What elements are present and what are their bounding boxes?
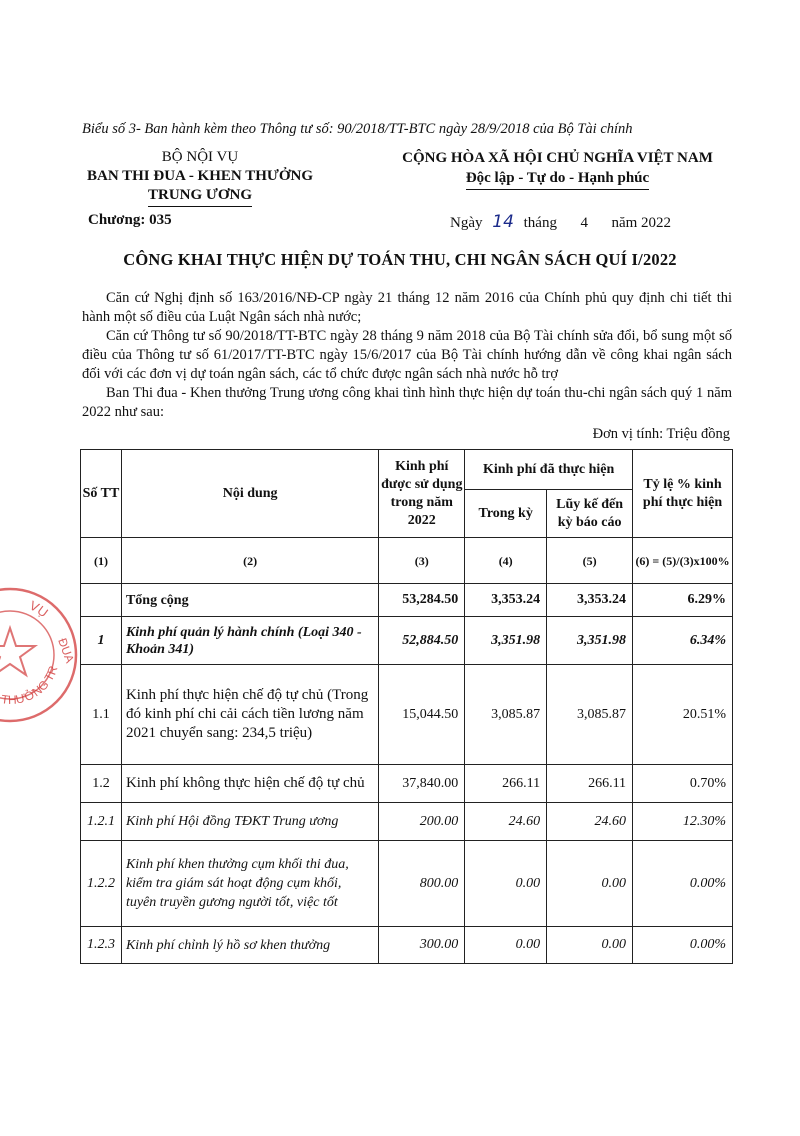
row-content: Tổng cộng <box>121 584 378 617</box>
date-day-handwritten: 14 <box>492 212 514 232</box>
unit-note: Đơn vị tính: Triệu đồng <box>592 426 730 442</box>
row-ratio: 0.00% <box>633 841 733 927</box>
document-title: CÔNG KHAI THỰC HIỆN DỰ TOÁN THU, CHI NGÂN SÁCH QUÍ I/2022 <box>123 250 677 269</box>
paragraph-announcement: Ban Thi đua - Khen thưởng Trung ương công khai tình hình thực hiện dự toán thu-chi ngân sách quý 1 năm 2022 như sau: <box>82 385 732 420</box>
paragraph-legal-basis-2: Căn cứ Thông tư số 90/2018/TT-BTC ngày 28 tháng 9 năm 2018 của Bộ Tài chính sửa đổi, bổ sung một số điều của Thông tư số 61/2017/TT-BTC ngày 15/6/2017 của Bộ Tài chính hướng dẫn về công khai ngân sách đối với các đơn vị dự toán ngân sách, các tổ chức được ngân sách nhà nước hỗ trợ <box>82 328 732 382</box>
date-month: 4 <box>580 215 588 231</box>
form-note: Biểu số 3- Ban hành kèm theo Thông tư số: 90/2018/TT-BTC ngày 28/9/2018 của Bộ Tài chính <box>82 121 633 137</box>
row-in-period: 3,353.24 <box>465 584 547 617</box>
row-cumulative: 266.11 <box>547 765 633 803</box>
row-cumulative: 0.00 <box>547 841 633 927</box>
row-in-period: 266.11 <box>465 765 547 803</box>
row-ratio: 6.29% <box>633 584 733 617</box>
row-in-period: 3,351.98 <box>465 617 547 665</box>
row-cumulative: 3,351.98 <box>547 617 633 665</box>
row-in-period: 0.00 <box>465 841 547 927</box>
col-number: (2) <box>121 538 378 584</box>
row-allocated: 800.00 <box>379 841 465 927</box>
issuing-agency-header <box>70 148 330 207</box>
header-stt: Số TT <box>81 450 122 538</box>
header-executed-group: Kinh phí đã thực hiện <box>465 450 633 490</box>
row-cumulative: 3,085.87 <box>547 665 633 765</box>
row-allocated: 37,840.00 <box>379 765 465 803</box>
table-row <box>81 665 733 765</box>
table-header-row <box>81 450 733 490</box>
row-allocated: 300.00 <box>379 927 465 964</box>
row-cumulative: 0.00 <box>547 927 633 964</box>
table-column-number-row <box>81 538 733 584</box>
date-year: năm 2022 <box>611 215 672 231</box>
row-ratio: 0.70% <box>633 765 733 803</box>
row-ratio: 0.00% <box>633 927 733 964</box>
header-content: Nội dung <box>121 450 378 538</box>
row-cumulative: 24.60 <box>547 803 633 841</box>
table-row <box>81 927 733 964</box>
row-content: Kinh phí Hội đồng TĐKT Trung ương <box>121 803 378 841</box>
row-allocated: 52,884.50 <box>379 617 465 665</box>
country-name: CỘNG HÒA XÃ HỘI CHỦ NGHĨA VIỆT NAM <box>402 150 713 166</box>
row-allocated: 15,044.50 <box>379 665 465 765</box>
table-row <box>81 765 733 803</box>
table-row <box>81 803 733 841</box>
date-prefix: Ngày <box>450 215 483 231</box>
row-ratio: 12.30% <box>633 803 733 841</box>
row-stt <box>81 584 122 617</box>
row-ratio: 20.51% <box>633 665 733 765</box>
col-number: (6) = (5)/(3)x100% <box>633 538 733 584</box>
row-in-period: 24.60 <box>465 803 547 841</box>
row-stt: 1.2 <box>81 765 122 803</box>
chapter-code: Chương: 035 <box>88 212 172 228</box>
row-content: Kinh phí không thực hiện chế độ tự chủ <box>121 765 378 803</box>
row-stt: 1.1 <box>81 665 122 765</box>
budget-table <box>80 449 733 964</box>
header-ratio: Tỷ lệ % kinh phí thực hiện <box>633 450 733 538</box>
row-allocated: 53,284.50 <box>379 584 465 617</box>
body-paragraphs <box>82 289 732 422</box>
col-number: (4) <box>465 538 547 584</box>
col-number: (3) <box>379 538 465 584</box>
date-month-label: tháng <box>523 215 557 231</box>
agency-name: BAN THI ĐUA - KHEN THƯỞNG <box>86 168 313 184</box>
row-allocated: 200.00 <box>379 803 465 841</box>
row-stt: 1 <box>81 617 122 665</box>
paragraph-legal-basis-1: Căn cứ Nghị định số 163/2016/NĐ-CP ngày 21 tháng 12 năm 2016 của Chính phủ quy định chi tiết thi hành một số điều của Luật Ngân sách nhà nước; <box>82 290 732 325</box>
ministry-name: BỘ NỘI VỤ <box>161 149 239 165</box>
seal-text-bottom: THƯỞNG TR <box>0 663 61 707</box>
row-content: Kinh phí thực hiện chế độ tự chủ (Trong đó kinh phí chi cải cách tiền lương năm 2021 chuyển sang: 234,5 triệu) <box>121 665 378 765</box>
header-cumulative: Lũy kế đến kỳ báo cáo <box>547 490 633 538</box>
seal-text-right: ĐUA <box>55 636 78 665</box>
table-row <box>81 841 733 927</box>
seal-text-top: VỤ <box>27 597 51 621</box>
table-row <box>81 617 733 665</box>
row-in-period: 3,085.87 <box>465 665 547 765</box>
row-content: Kinh phí quản lý hành chính (Loại 340 - Khoản 341) <box>121 617 378 665</box>
document-date <box>450 212 671 232</box>
row-in-period: 0.00 <box>465 927 547 964</box>
col-number: (1) <box>81 538 122 584</box>
table-row-total <box>81 584 733 617</box>
row-ratio: 6.34% <box>633 617 733 665</box>
row-stt: 1.2.3 <box>81 927 122 964</box>
col-number: (5) <box>547 538 633 584</box>
row-stt: 1.2.2 <box>81 841 122 927</box>
national-header <box>395 148 720 190</box>
row-content: Kinh phí chỉnh lý hồ sơ khen thưởng <box>121 927 378 964</box>
row-content: Kinh phí khen thưởng cụm khối thi đua, kiểm tra giám sát hoạt động cụm khối, tuyên truyền gương người tốt, việc tốt <box>121 841 378 927</box>
agency-name-line2: TRUNG ƯƠNG <box>148 186 252 207</box>
row-stt: 1.2.1 <box>81 803 122 841</box>
header-allocated: Kinh phí được sử dụng trong năm 2022 <box>379 450 465 538</box>
row-cumulative: 3,353.24 <box>547 584 633 617</box>
header-in-period: Trong kỳ <box>465 490 547 538</box>
national-motto: Độc lập - Tự do - Hạnh phúc <box>466 168 649 190</box>
official-seal-icon <box>0 570 80 740</box>
